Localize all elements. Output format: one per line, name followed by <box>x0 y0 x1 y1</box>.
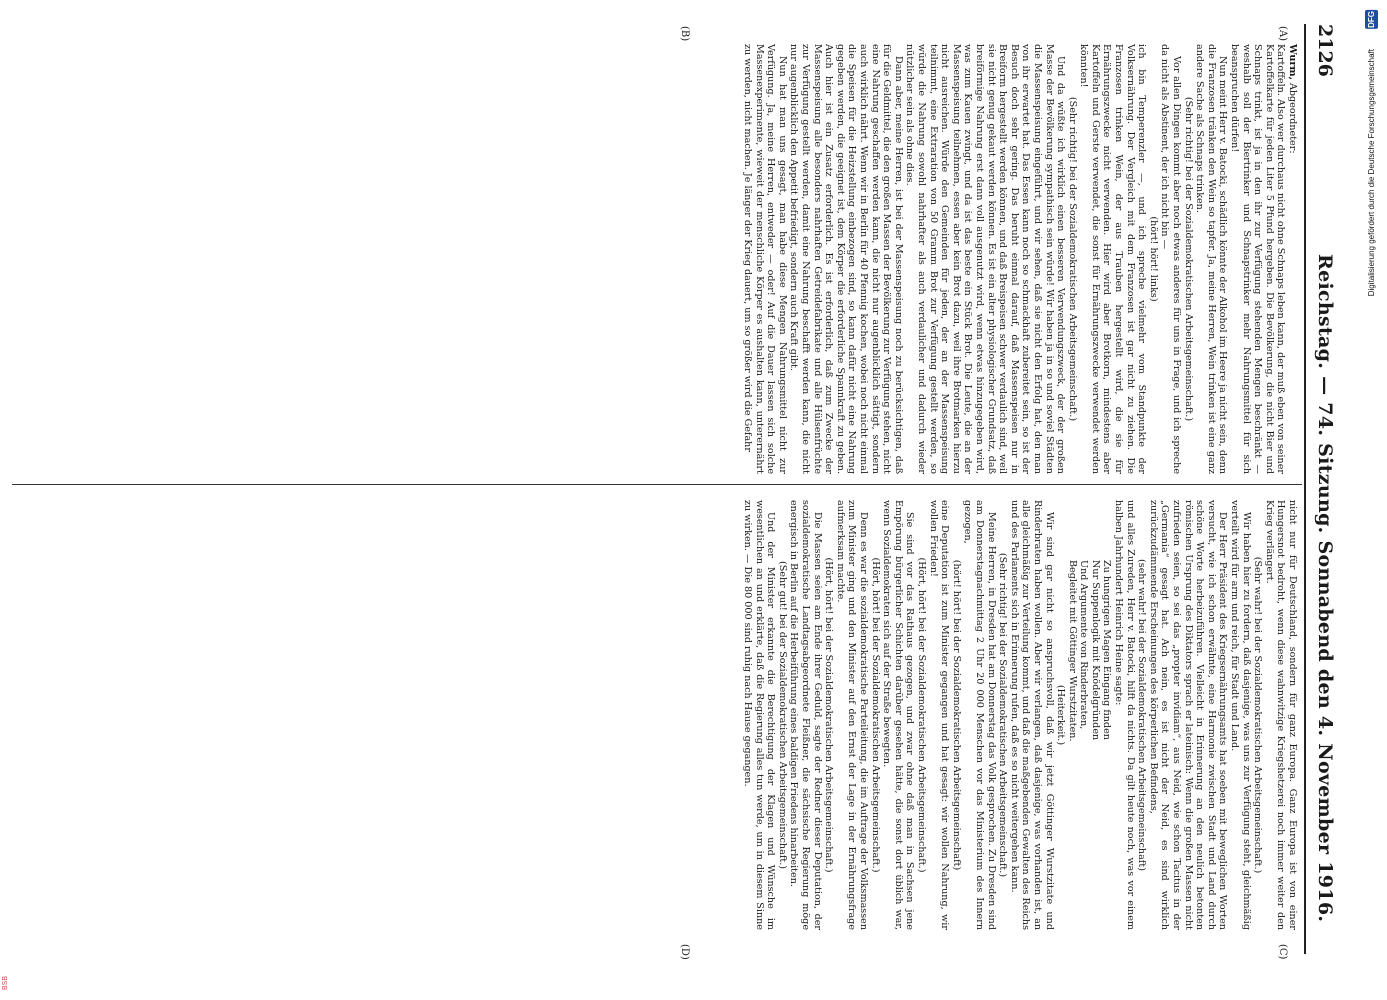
paragraph <box>834 500 869 930</box>
paragraph-text: Und Argumente von Rinderbraten, <box>1078 560 1090 730</box>
paragraph <box>742 500 777 930</box>
paragraph <box>1078 44 1148 474</box>
paragraph-text: ich bin Temperenzler —, und ich spreche vielmehr vom Standpunkte der Volksernährung. Der Vergleich mit dem Franzosen ist gar nicht zu ziehen. Die Franzosen trinken Wein, der aus Trauben hergestellt wird, die sie für Ernährungszwecke nicht verwenden. Hier wird aber Brotkorn, mindestens aber Kartoffeln und Gerste verwendet, die sonst für Ernährungszwecke verwendet werden könnten! <box>1078 44 1148 474</box>
paragraph-text: Kartoffeln. Also wer durchaus nicht ohne Schnaps leben kann, der muß eben von seiner Kartoffelkarte für jeden Liter 5 Pfund hergeben. Die Bevölkerung, die nicht Bier und Schnaps trinkt, ist ja in den ihr zur Verfügung stehenden Mengen beschränkt — weshalb soll der Biertrinker und Schnapstrinker mehr Nahrungsmittel für sich beanspruchen dürfen! <box>1229 44 1287 474</box>
paragraph-text: Dann aber, meine Herren, ist bei der Massenspeisung noch zu berücksichtigen, daß für die Geldmittel, die den großen Massen der Bevölkerung zur Verfügung stehen, nicht eine Nahrung geschaffen werden kann, die nicht nur augenblicklich sättigt, sondern auch wirklich nährt. Wenn wir in Berlin für 40 Pfennig kochen, wobei noch nicht einmal die Speisen für die Heizstellung einbezogen sind, so kann dafür nicht eine Nahrung gegeben werden, die geeignet ist, dem Körper die erforderliche Spannkraft zu geben. Auch hier ist ein Zusatz erforderlich. Es ist erforderlich, daß zum Zwecke der Massenspeisung alle besonders nahrhaften Getreidefabrikate und alle Hülsenfrüchte zur Verfügung gestellt werden, damit eine Nahrung beschafft werden kann, die nicht nur augenblicklich den Appetit befriedigt, sondern auch Kraft gibt. <box>788 44 904 474</box>
paragraph-text: (Sehr richtig! bei der Sozialdemokratischen Arbeitsgemeinschaft.) <box>1066 96 1078 422</box>
paragraph-text: (Sehr richtig! bei der Sozialdemokratischen Arbeitsgemeinschaft.) <box>1182 96 1194 422</box>
paragraph <box>788 500 823 930</box>
paragraph-text: Nun meint Herr v. Batocki, schädlich könnte der Alkohol im Heere ja nicht sein, denn die Franzosen tränken den Wein so tapfer. Ja, meine Herren, Wein trinken ist eine ganz andere Sache als Schnaps trinken. <box>1194 44 1229 474</box>
interjection <box>950 500 962 930</box>
paragraph <box>1113 500 1136 930</box>
paragraph-text: und alles Zureden, Herr v. Batocki, hilft da nichts. Da gilt heute noch, was vor einem halben Jahrhundert Heinrich Heine sagte: <box>1113 500 1136 930</box>
paragraph <box>1228 44 1286 474</box>
paragraph-text: (hört! hört! bei der Sozialdemokratischen Arbeitsgemeinschaft) <box>950 559 962 871</box>
paragraph-text: Die Massen seien am Ende ihrer Geduld, sagte der Redner dieser Deputation, der sozialdemokratische Landtagsabgeordnete Fleißner, die sächsische Regierung möge energisch in Berlin auf die Herbeiführung eines baldigen Friedens hinarbeiten. <box>788 500 823 930</box>
interjection <box>1182 44 1194 474</box>
paragraph <box>1147 500 1228 930</box>
verse-line <box>1078 500 1090 930</box>
dfg-logo: DFG <box>1366 11 1376 28</box>
paragraph <box>904 44 1066 474</box>
paragraph-text: (Sehr wahr! bei der Sozialdemokratischen Arbeitsgemeinschaft.) <box>1252 556 1264 874</box>
interjection <box>776 500 788 930</box>
paragraph-text: Zu hungrigen Magen Eingang finden <box>1101 560 1113 740</box>
column-divider <box>12 484 1302 485</box>
interjection <box>1055 500 1067 930</box>
interjection <box>1252 500 1264 930</box>
paragraph-text: Wir haben hier zu fordern, daß dasjenige, was uns zur Verfügung steht, gleichmäßig verteilt wird für arm und reich, für Stadt und Land. <box>1229 500 1252 930</box>
page-heading: Reichstag. — 74. Sitzung. Sonnabend den 4. November 1916. <box>1314 254 1336 923</box>
paragraph <box>788 44 904 474</box>
funding-note-text: Digitalisierung gefördert durch die Deutsche Forschungsgemeinschaft <box>1366 48 1376 297</box>
page-number: 2126 <box>1314 24 1336 77</box>
paragraph-text: Nur Suppenlogik mit Knödelgründen <box>1089 560 1101 741</box>
interjection <box>915 500 927 930</box>
paragraph-text: (Hört, hört! bei der Sozialdemokratischen Arbeitsgemeinschaft.) <box>916 557 927 873</box>
interjection <box>1066 44 1078 474</box>
paragraph-text: Und der Minister erkannte die Berechtigung der Klagen und Wünsche im wesentlichen an und erklärte, daß die Regierung alles tun werde, um in diesem Sinne zu wirken. — Die 80 000 sind ruhig nach Hause gegangen. <box>742 500 777 930</box>
paragraph <box>1286 44 1298 474</box>
paragraph-text: (hört! hört! links) <box>1147 216 1159 302</box>
paragraph-text: Und da wüßte ich wirklich einen besseren Verwendungszweck, der der großen Masse der Bevölkerung sympathisch sein würde! Wir haben ja in so und soviel Städten die Massenspeisung eingeführt, und wir sehen, daß sie nicht den Erfolg hat, den man von ihr erwartet hat. Das Essen kann noch so schmackhaft zubereitet sein, so ist der Besuch doch sehr gering. Das beruht einmal darauf, daß Massenspeisen nur in Breiform hergestellt werden können, und daß Breispeisen schwer verdaulich sind, weil sie nicht genug gekaut werden können. Es ist ein alter physiologischer Grundsatz, daß breiförmige Nahrung erst dann voll ausgenutzt wird, wenn etwas hinzugegeben wird, was zum Kauen zwingt, und da ist das beste ein Stück Brot. Die Leute, die an der Massenspeisung teilnehmen, essen aber kein Brot dazu, weil ihre Brotmarken hierzu nicht ausreichen. Würde den Gemeinden für jeden, der an der Massenspeisung teilnimmt, eine Extraration von 50 Gramm Brot zur Verfügung gestellt werden, so würde die Nahrung sowohl nahrhafter als auch verdaulicher und dadurch wieder nützlicher sein als ohne dies. <box>904 44 1067 474</box>
paragraph-text: (Heiterkeit.) <box>1055 684 1067 746</box>
paragraph-text: nicht nur für Deutschland, sondern für ganz Europa. Ganz Europa ist von einer Hungersnot bedroht, wenn diese wahnwitzige Kriegshetzerei noch immer weiter den Krieg verlängert. <box>1263 500 1298 930</box>
interjection <box>1136 500 1148 930</box>
interjection <box>869 500 881 930</box>
paragraph <box>742 44 788 474</box>
paragraph <box>1194 44 1229 474</box>
paragraph-text: (Sehr richtig! bei der Sozialdemokratischen Arbeitsgemeinschaft.) <box>997 552 1009 878</box>
margin-letter-b: (B) <box>679 26 690 42</box>
header-rule <box>1304 24 1306 954</box>
paragraph-text: (Hört, hört! bei der Sozialdemokratischen Arbeitsgemeinschaft.) <box>869 557 881 873</box>
margin-letter-a: (A) <box>1277 26 1288 42</box>
verse-line <box>1066 500 1078 930</box>
speaker-name: Wurm, <box>1287 44 1298 80</box>
interjection <box>997 500 1009 930</box>
margin-letter-d: (D) <box>679 944 690 960</box>
paragraph-text: Wir sind gar nicht so anspruchsvoll, daß wir jetzt Göttinger Wurstzitate und Rinderbraten haben wollen. Aber wir verlangen, daß dasjenige, was vorhanden ist, an alle gleichmäßig zur Verteilung kommt, und daß die maßgebenden Gewalten des Reichs und des Parlaments sich in Erinnerung rufen, daß es so nicht weitergehen kann. <box>1008 500 1055 930</box>
left-text-column <box>8 44 1298 474</box>
right-text-column <box>8 500 1298 930</box>
paragraph-text: (Sehr gut! bei der Sozialdemokratischen Arbeitsgemeinschaft.) <box>776 560 788 870</box>
paragraph-text: Meine Herren, in Dresden hat am Donnerstag das Volk gesprochen. Zu Dresden sind am Donnerstagnachmittag 2 Uhr 20 000 Menschen vor das Ministerium des Innern gezogen, <box>962 500 997 930</box>
paragraph-text: (Hört, hört! bei der Sozialdemokratischen Arbeitsgemeinschaft.) <box>823 557 835 873</box>
paragraph <box>962 500 997 930</box>
paragraph-text: Sie sind vor das Rathaus gezogen, und zwar ohne daß man in Sachsen jene Empörung bürgerlicher Schichten darüber gesehen hätte, die sonst dort üblich war, wenn Sozialdemokraten sich auf der Straße bewegten. <box>881 500 916 930</box>
paragraph <box>1159 44 1182 474</box>
interjection <box>1147 44 1159 474</box>
paragraph-text: eine Deputation ist zum Minister gegangen und hat gesagt: wir wollen Nahrung, wir wollen Frieden! <box>927 500 951 930</box>
paragraph <box>881 500 916 930</box>
paragraph <box>1008 500 1054 930</box>
paragraph-text: Abgeordneter: <box>1287 79 1298 154</box>
paragraph-text: Begleitet mit Göttinger Wurstzitaten. <box>1066 560 1078 742</box>
paragraph-text: (sehr wahr! bei der Sozialdemokratischen Arbeitsgemeinschaft) <box>1136 559 1148 871</box>
paragraph <box>1263 500 1298 930</box>
interjection <box>823 500 835 930</box>
library-mark: BSB <box>2 976 9 991</box>
paragraph-text: Vor allen Dingen kommt aber noch etwas anderes für uns in Frage, und ich spreche da nicht als Abstinent, der ich nicht bin — <box>1159 44 1183 474</box>
paragraph-text: Der Herr Präsident des Kriegsernährungsamts hat soeben mit beweglichen Worten versucht, wie ich schon erwähnte, eine Harmonie zwischen Stadt und Land durch schöne Worte herbeizuführen. Vielleicht in Erinnerung an den neulich betonten römischen Ursprung des Diktators sprach er lateinisch: Wenn die großen Massen nicht zufrieden seien, so sei das „propter invidiam“, aus Neid, wie schon Tacitus in der „Germania“ gesagt hat. Ach nein, es ist nicht der Neid, es sind wirklich zurückzudämmende Erscheinungen des körperlichen Befindens, <box>1147 500 1229 930</box>
paragraph <box>1228 500 1251 930</box>
funding-note <box>1360 10 1382 990</box>
running-head <box>1310 24 1340 954</box>
verse-line <box>1101 500 1113 930</box>
paragraph-text: Denn es war die sozialdemokratische Parteileitung, die im Auftrage der Volksmassen zum Minister ging und den Minister auf den Ernst der Lage in der Ernährungsfrage aufmerksam machte. <box>834 500 870 930</box>
verse-line <box>1089 500 1101 930</box>
margin-letter-c: (C) <box>1277 944 1288 960</box>
paragraph <box>927 500 950 930</box>
paragraph-text: Nun hat man uns gesagt, man habe diese Mengen Nahrungsmittel nicht zur Verfügung. Ja, meine Herren, entweder — oder! Auf die Dauer lassen sich solche Massenexperimente, wieweit der menschliche Körper es aushalten kann, unterernährt zu werden, nicht machen. Je länger der Krieg dauert, um so größer wird die Gefahr <box>742 44 788 474</box>
